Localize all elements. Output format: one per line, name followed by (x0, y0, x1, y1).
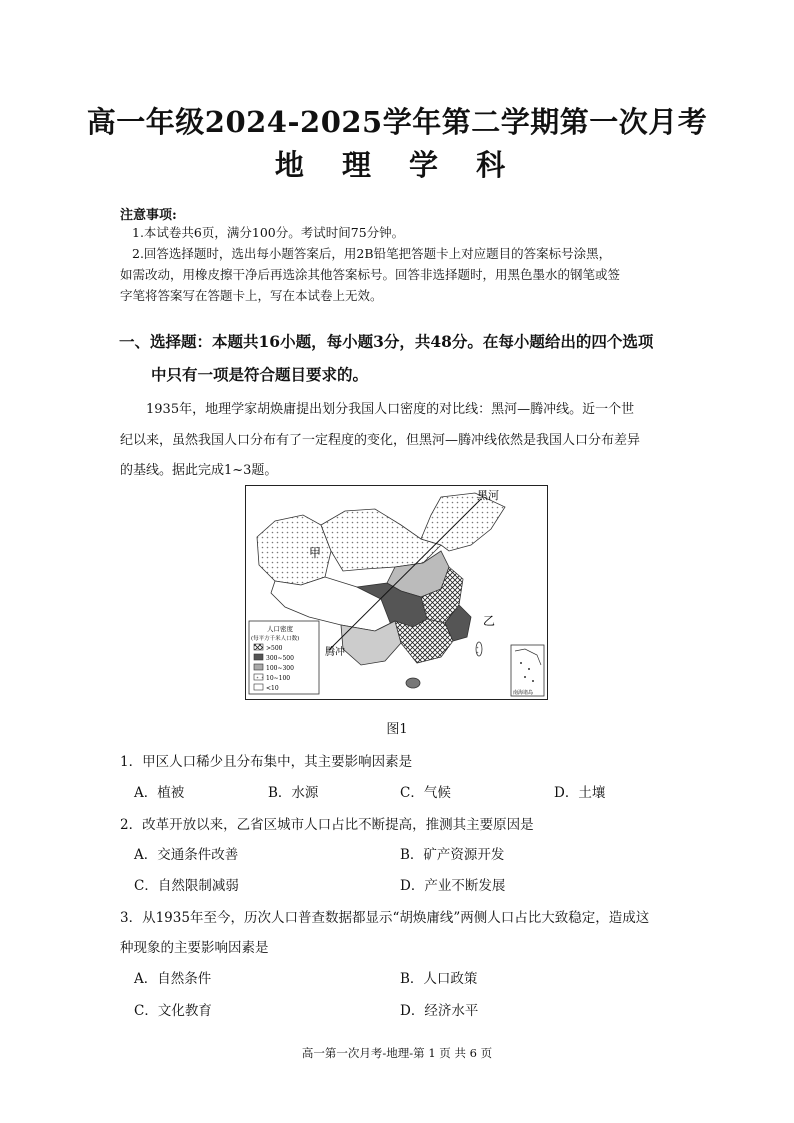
section-heading-line-2: 中只有一项是符合题目要求的。 (151, 365, 369, 384)
question-3-option-b: B．人口政策 (400, 971, 478, 987)
question-2-stem: 2．改革开放以来，乙省区城市人口占比不断提高，推测其主要原因是 (120, 817, 534, 833)
legend-label-2: 300~500 (266, 655, 294, 662)
population-density-map (245, 485, 548, 700)
legend-label-3: 100~300 (266, 665, 294, 672)
question-1-stem: 1．甲区人口稀少且分布集中，其主要影响因素是 (120, 754, 413, 770)
question-2-option-a: A．交通条件改善 (134, 847, 239, 863)
page-footer: 高一第一次月考-地理-第 1 页 共 6 页 (301, 1046, 493, 1060)
note-item-2-line-3: 字笔将答案写在答题卡上，写在本试卷上无效。 (120, 288, 383, 303)
passage-line-2: 纪以来，虽然我国人口分布有了一定程度的变化，但黑河—腾冲线依然是我国人口分布差异 (120, 433, 641, 448)
question-2-option-c: C．自然限制减弱 (134, 878, 239, 894)
label-yi: 乙 (483, 614, 496, 628)
question-3-option-a: A．自然条件 (134, 971, 212, 987)
inset-box (511, 645, 544, 696)
legend-title-1: 人口密度 (267, 625, 293, 633)
region-taiwan (476, 642, 482, 656)
subject-title: 地 理 学 科 (274, 148, 520, 182)
note-item-1: 1.本试卷共6页，满分100分。考试时间75分钟。 (132, 225, 405, 240)
passage-line-1: 1935年，地理学家胡焕庸提出划分我国人口密度的对比线：黑河—腾冲线。近一个世 (146, 402, 635, 417)
legend-swatch-1 (254, 644, 263, 650)
label-heihe: 黑河 (477, 489, 499, 502)
question-3-option-d: D．经济水平 (400, 1003, 479, 1019)
question-3-option-c: C．文化教育 (134, 1003, 212, 1019)
legend-label-4: 10~100 (266, 675, 291, 682)
label-tengchong: 腾冲 (325, 647, 345, 658)
question-3-stem-line-2: 种现象的主要影响因素是 (120, 940, 269, 956)
question-1-option-b: B．水源 (268, 785, 319, 801)
legend-swatch-2 (254, 654, 263, 660)
legend-label-5: <10 (266, 685, 279, 692)
notes-heading: 注意事项: (120, 208, 177, 223)
exam-title: 高一年级2024-2025学年第二学期第一次月考 (86, 105, 708, 139)
passage-line-3: 的基线。据此完成1~3题。 (120, 463, 278, 478)
note-item-2-line-1: 2.回答选择题时，选出每小题答案后，用2B铅笔把答题卡上对应题目的答案标号涂黑， (132, 246, 612, 261)
question-2-option-d: D．产业不断发展 (400, 878, 506, 894)
question-2-option-b: B．矿产资源开发 (400, 847, 505, 863)
legend-swatch-4 (254, 674, 263, 680)
legend-title-2: (每平方千米人口数) (251, 636, 300, 642)
inset-label: 南海诸岛 (513, 690, 534, 696)
note-item-2-line-2: 如需改动，用橡皮擦干净后再选涂其他答案标号。回答非选择题时，用黑色墨水的钢笔或签 (120, 267, 621, 282)
legend-swatch-3 (254, 664, 263, 670)
label-jia: 甲 (309, 546, 322, 560)
region-hainan (406, 678, 420, 688)
question-1-option-c: C．气候 (400, 785, 451, 801)
legend-label-1: >500 (266, 645, 283, 652)
question-1-option-d: D．土壤 (554, 785, 606, 801)
section-heading-line-1: 一、选择题：本题共16小题，每小题3分，共48分。在每小题给出的四个选项 (119, 332, 654, 351)
figure-caption: 图1 (386, 722, 408, 737)
legend-swatch-5 (254, 684, 263, 690)
question-1-option-a: A．植被 (134, 785, 185, 801)
question-3-stem-line-1: 3．从1935年至今，历次人口普查数据都显示“胡焕庸线”两侧人口占比大致稳定，造成这 (120, 910, 650, 926)
